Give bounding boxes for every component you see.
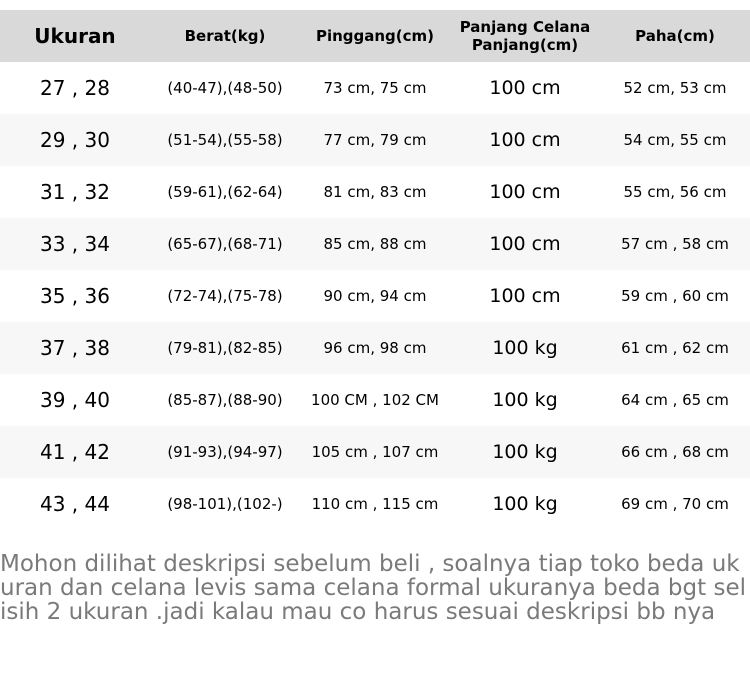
table-row: [0, 218, 750, 270]
header-thigh: Paha(cm): [635, 27, 715, 45]
size-cell: 43 , 44: [40, 492, 110, 516]
weight-cell: (65-67),(68-71): [167, 235, 283, 253]
weight-cell: (85-87),(88-90): [167, 391, 283, 409]
thigh-cell: 66 cm , 68 cm: [621, 443, 729, 461]
table-row: [0, 62, 750, 114]
thigh-cell: 54 cm, 55 cm: [623, 131, 727, 149]
length-cell: 100 kg: [492, 389, 558, 411]
length-cell: 100 kg: [492, 441, 558, 463]
weight-cell: (59-61),(62-64): [167, 183, 283, 201]
header-waist: Pinggang(cm): [315, 27, 435, 45]
size-cell: 31 , 32: [40, 180, 110, 204]
size-cell: 41 , 42: [40, 440, 110, 464]
waist-cell: 110 cm , 115 cm: [311, 495, 439, 513]
table-row: [0, 478, 750, 530]
length-cell: 100 cm: [489, 285, 561, 307]
size-cell: 29 , 30: [40, 128, 110, 152]
size-chart-table: [0, 10, 750, 530]
table-row: [0, 166, 750, 218]
weight-cell: (40-47),(48-50): [167, 79, 283, 97]
waist-cell: 81 cm, 83 cm: [323, 183, 427, 201]
length-cell: 100 cm: [489, 129, 561, 151]
waist-cell: 85 cm, 88 cm: [323, 235, 427, 253]
thigh-cell: 55 cm, 56 cm: [623, 183, 727, 201]
size-cell: 37 , 38: [40, 336, 110, 360]
length-cell: 100 kg: [492, 337, 558, 359]
table-header-row: [0, 10, 750, 62]
size-cell: 35 , 36: [40, 284, 110, 308]
description-note: Mohon dilihat deskripsi sebelum beli , soalnya tiap toko beda ukuran dan celana levis sama celana formal ukuranya beda bgt selisih 2 ukuran .jadi kalau mau co harus sesuai deskripsi bb nya: [0, 551, 746, 625]
waist-cell: 105 cm , 107 cm: [311, 443, 439, 461]
length-cell: 100 cm: [489, 233, 561, 255]
waist-cell: 90 cm, 94 cm: [323, 287, 427, 305]
table-row: [0, 374, 750, 426]
size-cell: 39 , 40: [40, 388, 110, 412]
waist-cell: 100 CM , 102 CM: [311, 391, 439, 409]
header-weight: Berat(kg): [184, 27, 266, 45]
weight-cell: (91-93),(94-97): [167, 443, 283, 461]
thigh-cell: 61 cm , 62 cm: [621, 339, 729, 357]
waist-cell: 96 cm, 98 cm: [323, 339, 427, 357]
table-row: [0, 270, 750, 322]
thigh-cell: 57 cm , 58 cm: [621, 235, 729, 253]
table-row: [0, 426, 750, 478]
header-pants-length: Panjang Celana Panjang(cm): [459, 18, 591, 54]
thigh-cell: 69 cm , 70 cm: [621, 495, 729, 513]
length-cell: 100 kg: [492, 493, 558, 515]
table-row: [0, 322, 750, 374]
thigh-cell: 64 cm , 65 cm: [621, 391, 729, 409]
weight-cell: (72-74),(75-78): [167, 287, 283, 305]
table-row: [0, 114, 750, 166]
waist-cell: 73 cm, 75 cm: [323, 79, 427, 97]
waist-cell: 77 cm, 79 cm: [323, 131, 427, 149]
thigh-cell: 59 cm , 60 cm: [621, 287, 729, 305]
length-cell: 100 cm: [489, 181, 561, 203]
weight-cell: (51-54),(55-58): [167, 131, 283, 149]
thigh-cell: 52 cm, 53 cm: [623, 79, 727, 97]
length-cell: 100 cm: [489, 77, 561, 99]
weight-cell: (98-101),(102-): [167, 495, 283, 513]
weight-cell: (79-81),(82-85): [167, 339, 283, 357]
size-cell: 27 , 28: [40, 76, 110, 100]
header-size: Ukuran: [34, 24, 116, 48]
size-cell: 33 , 34: [40, 232, 110, 256]
